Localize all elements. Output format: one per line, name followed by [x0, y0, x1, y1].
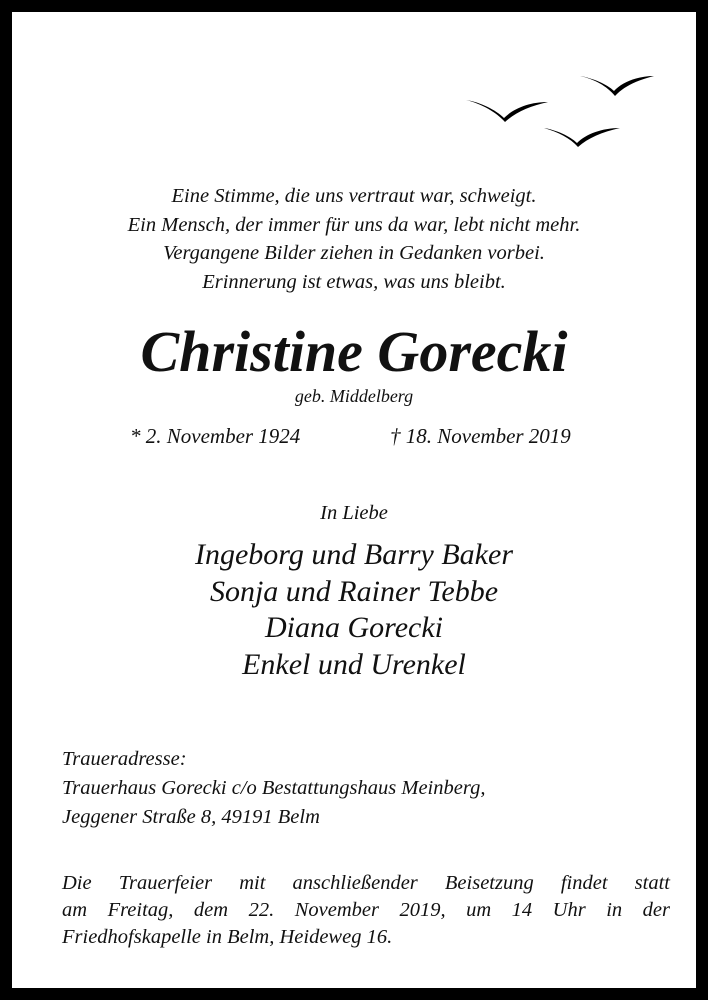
maiden-name: geb. Middelberg	[294, 386, 414, 406]
ceremony-word: anschließender	[292, 872, 418, 894]
ceremony-line	[62, 897, 670, 924]
ceremony-word: 2019,	[399, 899, 446, 921]
mourners-list	[12, 537, 696, 683]
ceremony-word: statt	[634, 872, 670, 894]
mourning-address	[62, 745, 656, 832]
ceremony-word: 14	[511, 899, 533, 921]
bird-icon	[580, 76, 654, 96]
ceremony-word: Freitag,	[107, 899, 174, 921]
bird-icon	[466, 100, 548, 122]
ceremony-word: 22.	[248, 899, 275, 921]
ceremony-word: Uhr	[552, 899, 586, 921]
address-label: Traueradresse:	[62, 748, 187, 770]
poem	[36, 182, 672, 297]
poem-line: Vergangene Bilder ziehen in Gedanken vorbei.	[163, 242, 545, 265]
bird-icon	[544, 128, 620, 147]
ceremony-word: Beisetzung	[444, 872, 534, 894]
mourner-line: Ingeborg und Barry Baker	[195, 538, 513, 571]
poem-line: Eine Stimme, die uns vertraut war, schweigt.	[171, 185, 537, 207]
ceremony-word: mit	[239, 872, 266, 894]
ceremony-info	[62, 870, 670, 951]
ceremony-word: dem	[193, 899, 229, 921]
ceremony-line	[62, 870, 670, 897]
ceremony-word: Die	[62, 872, 92, 894]
ceremony-word: Trauerfeier	[118, 872, 213, 894]
address-line: Jeggener Straße 8, 49191 Belm	[62, 806, 320, 828]
ceremony-word: in	[606, 899, 623, 921]
birth-date: * 2. November 1924	[130, 424, 301, 448]
poem-line: Erinnerung ist etwas, was uns bleibt.	[202, 271, 506, 294]
address-line: Trauerhaus Gorecki c/o Bestattungshaus Meinberg,	[62, 777, 486, 799]
ceremony-word: um	[466, 899, 492, 921]
birds-decoration	[452, 64, 672, 154]
death-date: † 18. November 2019	[390, 424, 571, 448]
ceremony-line: Friedhofskapelle in Belm, Heideweg 16.	[62, 926, 393, 948]
mourner-line: Diana Gorecki	[264, 611, 443, 644]
intro-text: In Liebe	[320, 502, 388, 524]
deceased-name: Christine Gorecki	[140, 319, 568, 384]
ceremony-word: am	[62, 899, 88, 921]
ceremony-word: November	[294, 899, 379, 921]
ceremony-word: findet	[560, 872, 608, 894]
ceremony-word: der	[642, 899, 670, 921]
poem-line: Ein Mensch, der immer für uns da war, lebt nicht mehr.	[127, 213, 581, 236]
mourner-line: Enkel und Urenkel	[242, 647, 466, 681]
mourner-line: Sonja und Rainer Tebbe	[209, 574, 499, 608]
